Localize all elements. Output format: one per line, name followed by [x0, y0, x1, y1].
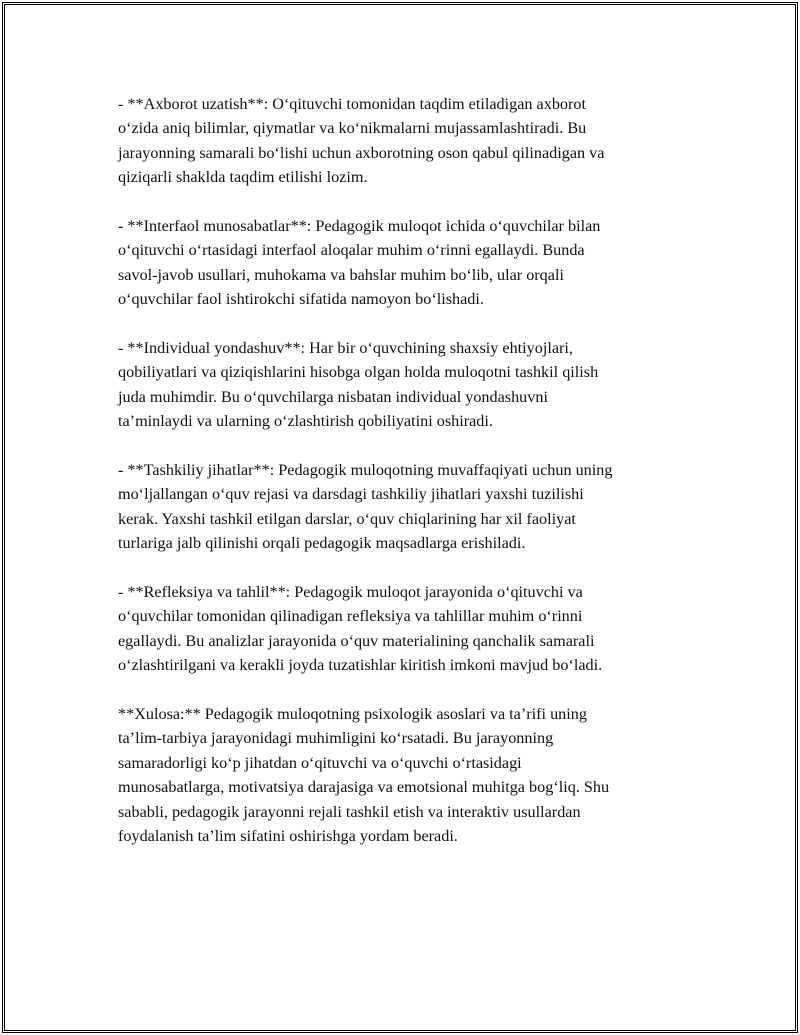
paragraph-refleksiya-va-tahlil: - **Refleksiya va tahlil**: Pedagogik muloqot jarayonida o‘qituvchi va o‘quvchilar tomonidan qilinadigan refleksiya va tahlillar muhim o‘rinni egallaydi. Bu analizlar jarayonida o‘quv materialining qanchalik samarali o‘zlashtirilgani va kerakli joyda tuzatishlar kiritish imkoni mavjud bo‘ladi. — [118, 583, 603, 675]
paragraph-individual-yondashuv: - **Individual yondashuv**: Har bir o‘quvchining shaxsiy ehtiyojlari, qobiliyatlari va qiziqishlarini hisobga olgan holda muloqotni tashkil qilish juda muhimdir. Bu o‘quvchilarga nisbatan individual yondashuvni ta’minlaydi va ularning o‘zlashtirish qobiliyatini oshiradi. — [118, 339, 599, 431]
document-body — [118, 92, 693, 873]
paragraph-xulosa: **Xulosa:** Pedagogik muloqotning psixologik asoslari va ta’rifi uning ta’lim-tarbiya jarayonidagi muhimligini ko‘rsatadi. Bu jarayonning samaradorligi ko‘p jihatdan o‘qituvchi va o‘quvchi o‘rtasidagi munosabatlarga, motivatsiya darajasiga va emotsional muhitga bog‘liq. Shu sababli, pedagogik jarayonni rejali tashkil etish va interaktiv usullardan foydalanish ta’lim sifatini oshirishga yordam beradi. — [118, 705, 610, 846]
paragraph-interfaol-munosabatlar: - **Interfaol munosabatlar**: Pedagogik muloqot ichida o‘quvchilar bilan o‘qituvchi o‘rtasidagi interfaol aloqalar muhim o‘rinni egallaydi. Bunda savol-javob usullari, muhokama va bahslar muhim bo‘lib, ular orqali o‘quvchilar faol ishtirokchi sifatida namoyon bo‘lishadi. — [118, 217, 601, 309]
paragraph-tashkiliy-jihatlar: - **Tashkiliy jihatlar**: Pedagogik muloqotning muvaffaqiyati uchun uning mo‘ljallangan o‘quv rejasi va darsdagi tashkiliy jihatlari yaxshi tuzilishi kerak. Yaxshi tashkil etilgan darslar, o‘quv chiqlarining har xil faoliyat turlariga jalb qilinishi orqali pedagogik maqsadlarga erishiladi. — [118, 461, 613, 553]
paragraph-axborot-uzatish: - **Axborot uzatish**: O‘qituvchi tomonidan taqdim etiladigan axborot o‘zida aniq bilimlar, qiymatlar va ko‘nikmalarni mujassamlashtiradi. Bu jarayonning samarali bo‘lishi uchun axborotning oson qabul qilinadigan va qiziqarli shaklda taqdim etilishi lozim. — [118, 95, 605, 187]
